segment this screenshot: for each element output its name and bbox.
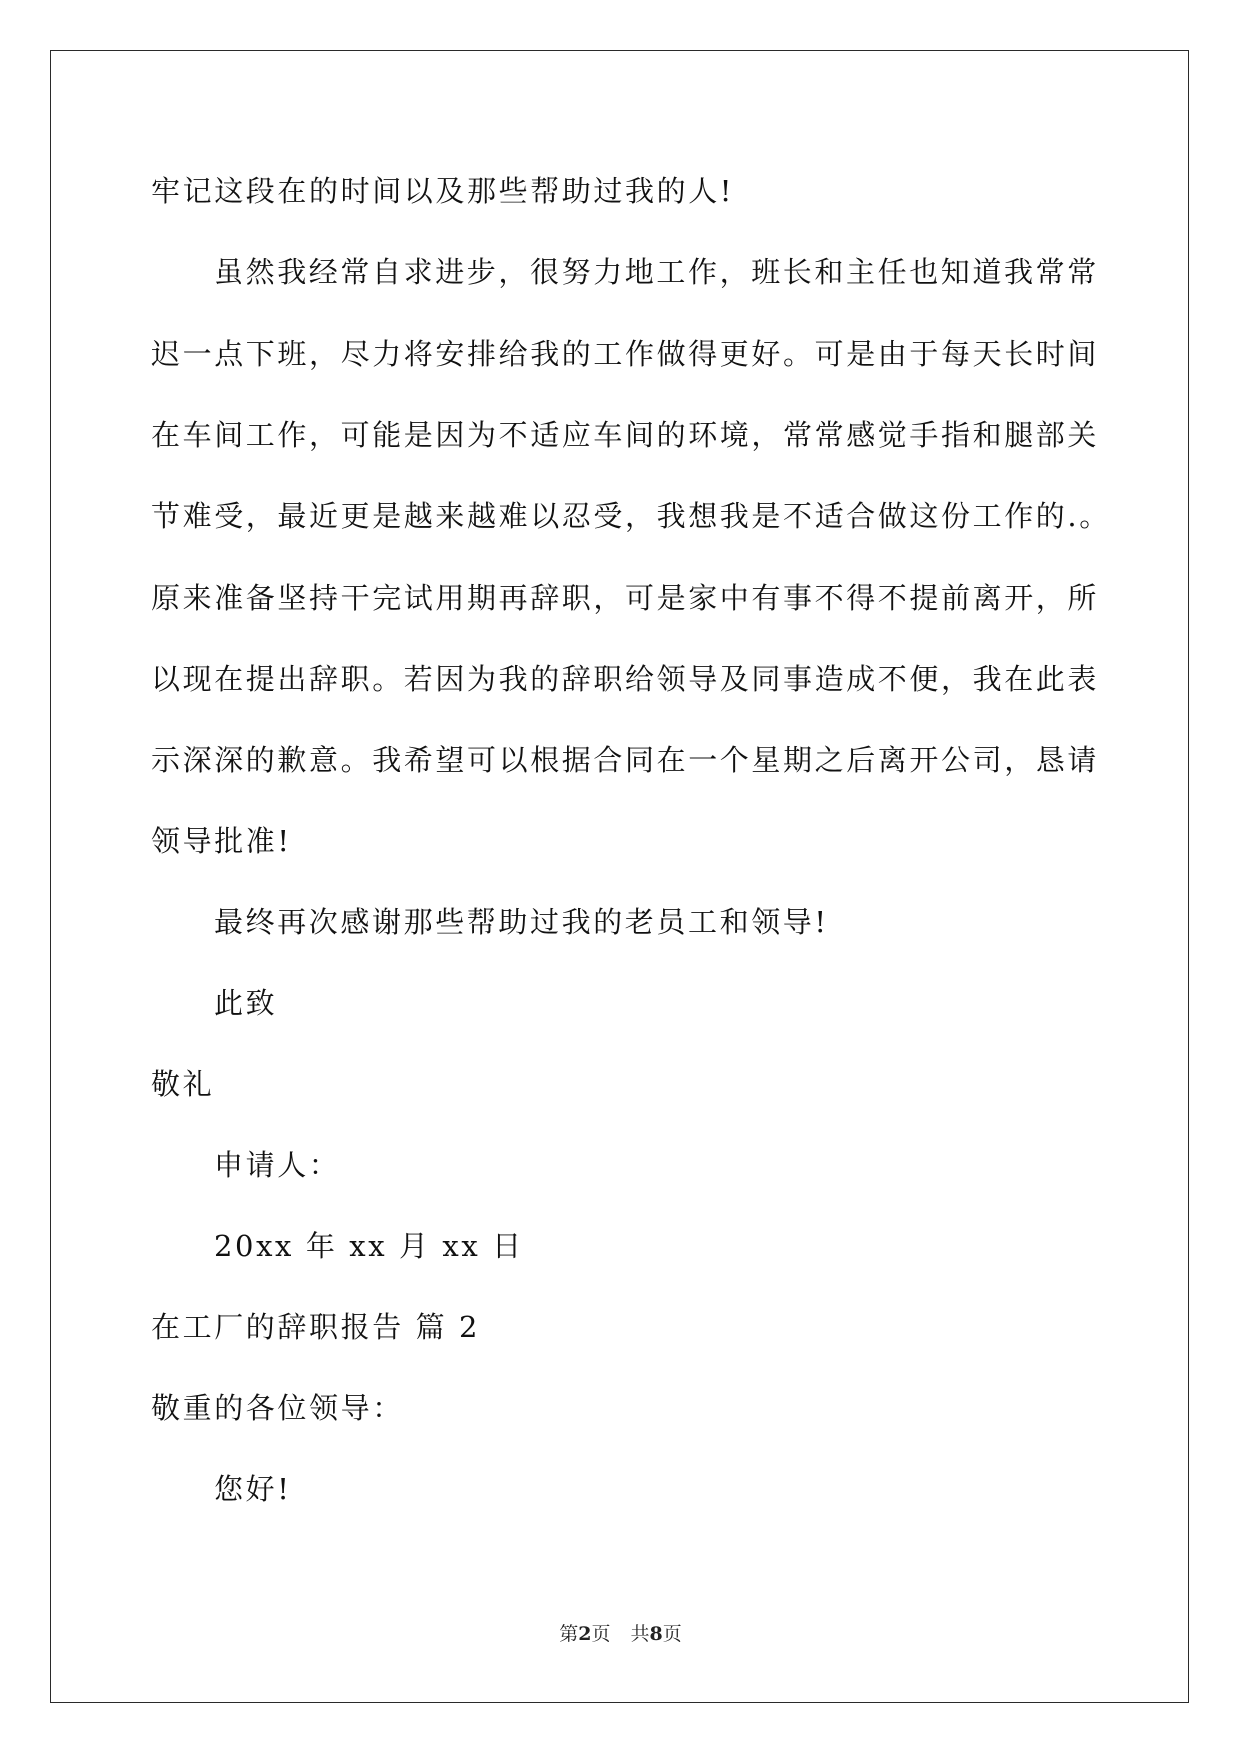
total-prefix: 共 [630, 1623, 650, 1645]
date-line: 20xx 年 xx 月 xx 日 [214, 1229, 524, 1263]
page-prefix: 第 [559, 1623, 579, 1645]
closing-thanks: 最终再次感谢那些帮助过我的老员工和领导! [214, 905, 829, 939]
applicant-label: 申请人： [214, 1148, 341, 1182]
closing-respect: 敬礼 [151, 1067, 215, 1101]
text-line-3: 迟一点下班，尽力将安排给我的工作做得更好。可是由于每天长时间 [151, 337, 1100, 371]
total-unit: 页 [662, 1623, 682, 1645]
greeting-hello: 您好! [214, 1472, 292, 1506]
page-total: 8 [649, 1623, 663, 1645]
text-line-4: 在车间工作，可能是因为不适应车间的环境，常常感觉手指和腿部关 [151, 418, 1100, 452]
text-line-9: 领导批准! [151, 824, 292, 858]
text-line-8: 示深深的歉意。我希望可以根据合同在一个星期之后离开公司，恳请 [151, 743, 1100, 777]
page-border [50, 50, 1189, 1703]
text-line-2: 虽然我经常自求进步，很努力地工作，班长和主任也知道我常常 [214, 255, 1099, 289]
page-current: 2 [578, 1623, 592, 1645]
text-line-7: 以现在提出辞职。若因为我的辞职给领导及同事造成不便，我在此表 [151, 662, 1100, 696]
page-unit: 页 [591, 1623, 611, 1645]
section-heading: 在工厂的辞职报告 篇 2 [151, 1310, 481, 1344]
closing-salutation: 此致 [214, 986, 278, 1020]
text-line-6: 原来准备坚持干完试用期再辞职，可是家中有事不得不提前离开，所 [151, 581, 1100, 615]
text-line-1: 牢记这段在的时间以及那些帮助过我的人! [151, 174, 735, 208]
page-footer [0, 1622, 1241, 1646]
greeting-recipient: 敬重的各位领导： [151, 1391, 404, 1425]
text-line-5: 节难受，最近更是越来越难以忍受，我想我是不适合做这份工作的.。 [151, 499, 1111, 533]
